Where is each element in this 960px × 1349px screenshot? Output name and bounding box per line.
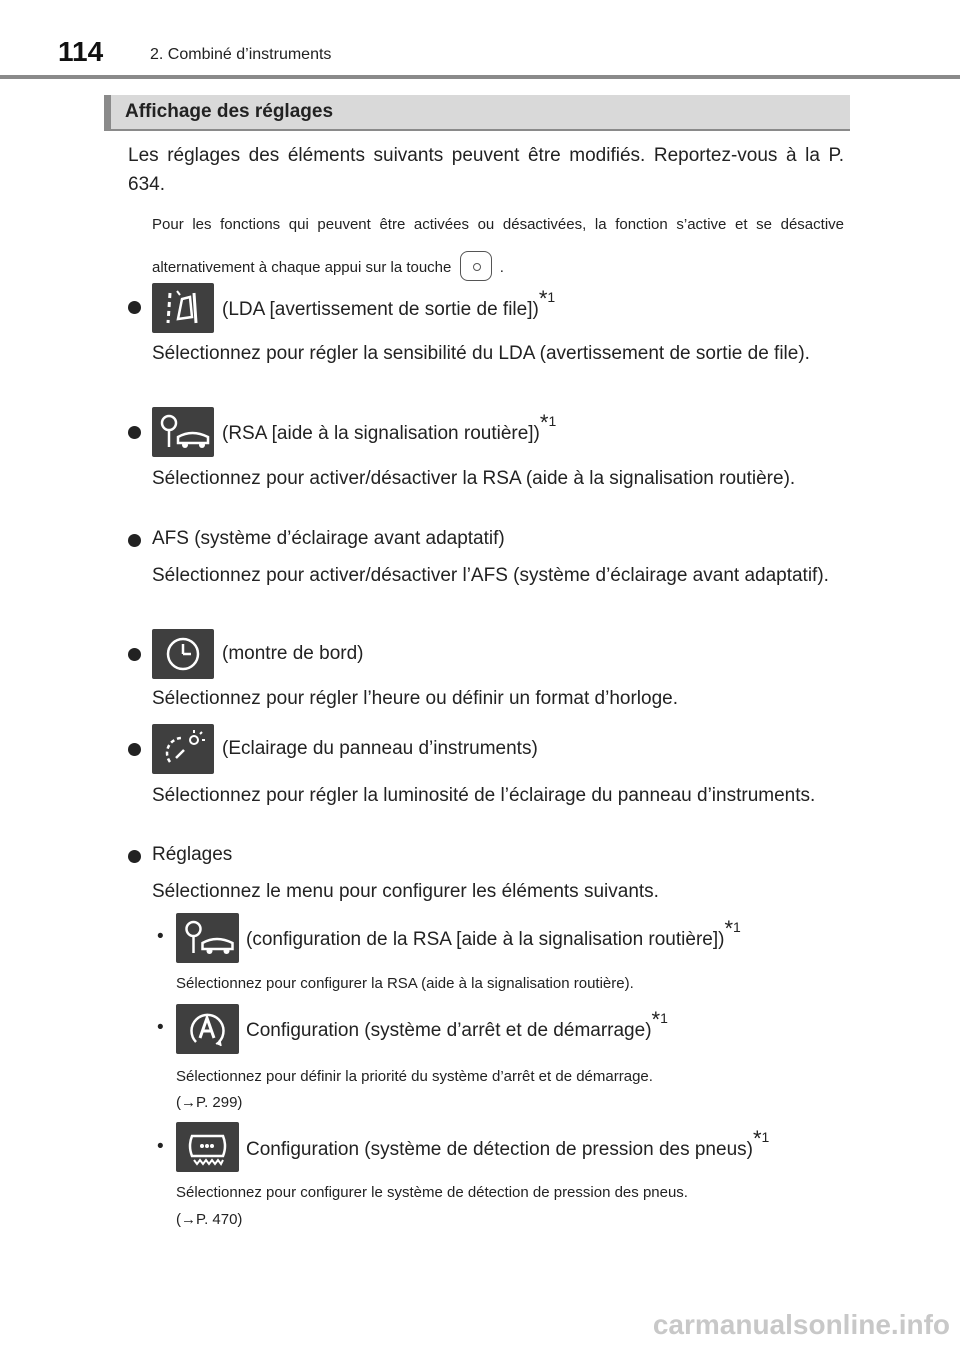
stop-start-icon <box>176 1004 239 1054</box>
chapter-title: 2. Combiné d’instruments <box>150 46 332 63</box>
section-heading <box>104 95 850 131</box>
bullet <box>128 648 141 661</box>
item-description: Sélectionnez pour régler l’heure ou définir un format d’horloge. <box>152 688 678 709</box>
bullet <box>128 534 141 547</box>
clock-icon <box>152 629 214 679</box>
section-accent <box>104 95 111 129</box>
sub-item-description: Sélectionnez pour définir la priorité du système d’arrêt et de démarrage. <box>176 1068 653 1085</box>
item-label: (montre de bord) <box>222 643 364 664</box>
note-paragraph <box>152 203 844 289</box>
sub-item-label: (configuration de la RSA [aide à la signalisation routière])$^{*1}$ <box>246 916 741 950</box>
item-label: Réglages <box>152 844 233 865</box>
bullet <box>128 426 141 439</box>
page-number: 114 <box>58 36 104 67</box>
bullet <box>128 850 141 863</box>
tire-pressure-icon <box>176 1122 239 1172</box>
display-switch-key-icon <box>460 251 492 281</box>
page-reference: (→P. 470) <box>176 1211 243 1228</box>
road-sign-assist-icon <box>152 407 214 457</box>
bullet <box>128 301 141 314</box>
note-text: Pour les fonctions qui peuvent être activées ou désactivées, la fonction s’active et se désactive alternativement à chaque appui sur la touche <box>152 216 844 276</box>
item-label: AFS (système d’éclairage avant adaptatif) <box>152 528 505 549</box>
item-description: Sélectionnez pour régler la luminosité de l’éclairage du panneau d’instruments. <box>152 785 816 806</box>
section-title: Affichage des réglages <box>125 101 334 122</box>
bullet <box>128 743 141 756</box>
item-label: (RSA [aide à la signalisation routière])$^{*1}$ <box>222 410 557 444</box>
sub-item-label: Configuration (système d’arrêt et de démarrage)$^{*1}$ <box>246 1007 668 1041</box>
header-divider <box>0 75 960 79</box>
item-description: Sélectionnez le menu pour configurer les éléments suivants. <box>152 881 659 902</box>
note-text-end: . <box>499 259 504 276</box>
intro-paragraph: Les réglages des éléments suivants peuvent être modifiés. Reportez-vous à la P. 634. <box>128 145 844 195</box>
item-description: Sélectionnez pour activer/désactiver la RSA (aide à la signalisation routière). <box>152 468 796 489</box>
lane-departure-icon <box>152 283 214 333</box>
item-label: (LDA [avertissement de sortie de file])$^{*1}$ <box>222 286 556 320</box>
watermark: carmanualsonline.info <box>652 1309 950 1340</box>
panel-brightness-icon <box>152 724 214 774</box>
item-description: Sélectionnez pour activer/désactiver l’AFS (système d’éclairage avant adaptatif). <box>152 565 829 586</box>
sub-bullet: • <box>157 1136 164 1157</box>
sub-item-description: Sélectionnez pour configurer la RSA (aide à la signalisation routière). <box>176 975 634 992</box>
sub-bullet: • <box>157 1017 164 1038</box>
item-label: (Eclairage du panneau d’instruments) <box>222 738 538 759</box>
sub-bullet: • <box>157 926 164 947</box>
item-description: Sélectionnez pour régler la sensibilité du LDA (avertissement de sortie de file). <box>152 343 810 364</box>
page-reference: (→P. 299) <box>176 1094 243 1111</box>
road-sign-assist-icon <box>176 913 239 963</box>
sub-item-description: Sélectionnez pour configurer le système de détection de pression des pneus. <box>176 1184 688 1201</box>
sub-item-label: Configuration (système de détection de pression des pneus)$^{*1}$ <box>246 1126 770 1160</box>
